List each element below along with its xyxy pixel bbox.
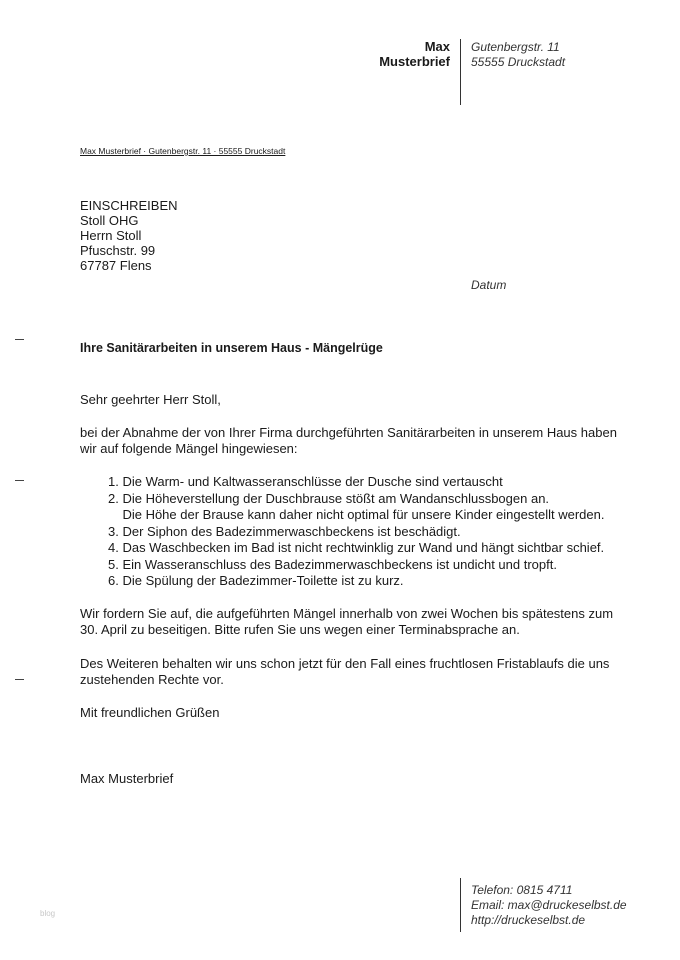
demand-paragraph: Wir fordern Sie auf, die aufgeführten Mängel innerhalb von zwei Wochen bis spätestens zum 30. April zu beseitigen. Bitte rufen Sie uns wegen einer Terminabsprache an.: [80, 606, 614, 637]
footer-divider: [460, 878, 461, 932]
list-item: 6. Die Spülung der Badezimmer-Toilette ist zu kurz.: [108, 573, 404, 588]
recipient-line: Herrn Stoll: [80, 228, 142, 243]
list-item: 3. Der Siphon des Badezimmerwaschbeckens ist beschädigt.: [108, 523, 461, 539]
footer-contact: [471, 883, 627, 928]
fold-mark-top: [15, 339, 24, 340]
footer-email: Email: max@druckeselbst.de: [471, 898, 627, 912]
defect-list: [80, 474, 628, 590]
list-item: Die Höhe der Brause kann daher nicht optimal für unsere Kinder eingestellt werden.: [108, 507, 605, 522]
sender-last-name: Musterbrief: [379, 54, 450, 69]
list-item: 5. Ein Wasseranschluss des Badezimmerwaschbeckens ist undicht und tropft.: [108, 556, 557, 572]
footer-web: http://druckeselbst.de: [471, 913, 586, 927]
recipient-line: Pfuschstr. 99: [80, 243, 156, 258]
recipient-address: [80, 198, 178, 273]
list-item: 4. Das Waschbecken im Bad ist nicht rechtwinklig zur Wand und hängt sichtbar schief.: [108, 540, 605, 555]
recipient-line: 67787 Flens: [80, 258, 152, 273]
intro-paragraph: bei der Abnahme der von Ihrer Firma durchgeführten Sanitärarbeiten in unserem Haus haben wir auf folgende Mängel hingewiesen:: [80, 425, 617, 456]
fold-mark-bottom: [15, 679, 24, 680]
sender-name: [379, 39, 450, 69]
list-item: 1. Die Warm- und Kaltwasseranschlüsse der Dusche sind vertauscht: [108, 474, 503, 489]
sender-street: Gutenbergstr. 11: [471, 40, 560, 54]
recipient-line: Stoll OHG: [80, 213, 139, 228]
subject-line: Ihre Sanitärarbeiten in unserem Haus - Mängelrüge: [80, 341, 383, 355]
watermark: blog: [40, 909, 56, 918]
punch-mark: [15, 480, 24, 481]
closing: Mit freundlichen Grüßen: [80, 705, 220, 720]
date-label: Datum: [471, 278, 507, 292]
return-address-line: Max Musterbrief · Gutenbergstr. 11 · 55555 Druckstadt: [80, 146, 286, 156]
salutation: Sehr geehrter Herr Stoll,: [80, 392, 221, 407]
rights-paragraph: Des Weiteren behalten wir uns schon jetzt für den Fall eines fruchtlosen Fristablaufs die uns zustehenden Rechte vor.: [80, 656, 610, 687]
footer-phone: Telefon: 0815 4711: [471, 883, 573, 897]
recipient-line: EINSCHREIBEN: [80, 198, 178, 213]
sender-address: [471, 40, 565, 70]
list-item: 2. Die Höheverstellung der Duschbrause stößt am Wandanschlussbogen an.: [108, 490, 550, 506]
letterhead-divider: [460, 39, 461, 105]
signature-name: Max Musterbrief: [80, 771, 174, 786]
sender-city: 55555 Druckstadt: [471, 55, 566, 69]
sender-first-name: Max: [424, 39, 450, 54]
